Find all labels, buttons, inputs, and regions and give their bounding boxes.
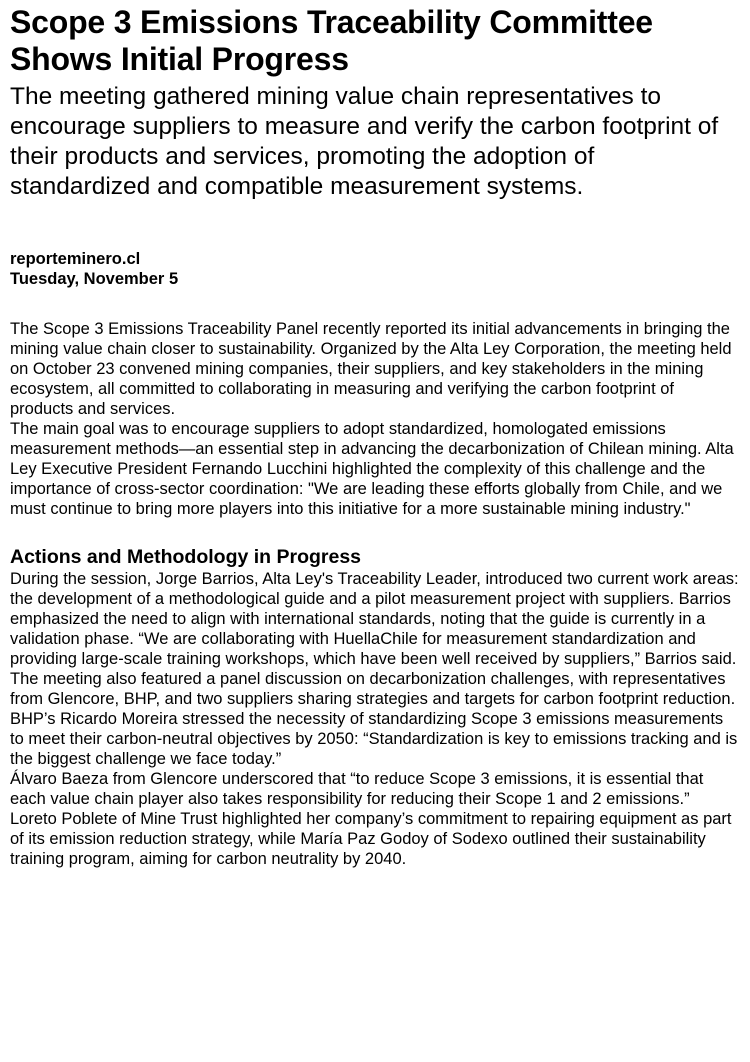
section-heading: Actions and Methodology in Progress — [10, 546, 362, 568]
intro-paragraph: The main goal was to encourage suppliers to adopt standardized, homologated emissions measurement methods—an essential step in advancing the decarbonization of Chilean mining. Alta Ley Executive President Fernando Lucchini highlighted the complexity of this challenge and the importance of cross-sector coordination: "We are leading these efforts globally from Chile, and we must continue to bring more players into this initiative for a more sustainable mining industry." — [10, 420, 734, 518]
section-paragraph: The meeting also featured a panel discussion on decarbonization challenges, with representatives from Glencore, BHP, and two suppliers sharing strategies and targets for carbon footprint reduction. BHP’s Ricardo Moreira stressed the necessity of standardizing Scope 3 emissions measurements to meet their carbon-neutral objectives by 2050: “Standardization is key to emissions tracking and is the biggest challenge we face today.” — [10, 670, 738, 768]
article-source: reporteminero.cl — [10, 250, 141, 268]
article-subtitle: The meeting gathered mining value chain representatives to encourage suppliers to measure and verify the carbon footprint of their products and services, promoting the adoption of standardized and compatible measurement systems. — [10, 83, 719, 200]
article-intro — [10, 319, 740, 519]
section-paragraph: During the session, Jorge Barrios, Alta Ley's Traceability Leader, introduced two current work areas: the development of a methodological guide and a pilot measurement project with suppliers. Barrios emphasized the need to align with international standards, noting that the guide is currently in a validation phase. “We are collaborating with HuellaChile for measurement standardization and providing large-scale training workshops, which have been well received by suppliers,” Barrios said. — [10, 570, 739, 668]
section-paragraph: Álvaro Baeza from Glencore underscored that “to reduce Scope 3 emissions, it is essential that each value chain player also takes responsibility for reducing their Scope 1 and 2 emissions.” Loreto Poblete of Mine Trust highlighted her company’s commitment to repairing equipment as part of its emission reduction strategy, while María Paz Godoy of Sodexo outlined their sustainability training program, aiming for carbon neutrality by 2040. — [10, 770, 732, 868]
article-date: Tuesday, November 5 — [10, 270, 179, 288]
article-meta — [10, 249, 740, 289]
intro-paragraph: The Scope 3 Emissions Traceability Panel recently reported its initial advancements in bringing the mining value chain closer to sustainability. Organized by the Alta Ley Corporation, the meeting held on October 23 convened mining companies, their suppliers, and key stakeholders in the mining ecosystem, all committed to collaborating in measuring and verifying the carbon footprint of products and services. — [10, 320, 732, 418]
section-body — [10, 569, 740, 869]
article-title: Scope 3 Emissions Traceability Committee Shows Initial Progress — [10, 4, 653, 77]
